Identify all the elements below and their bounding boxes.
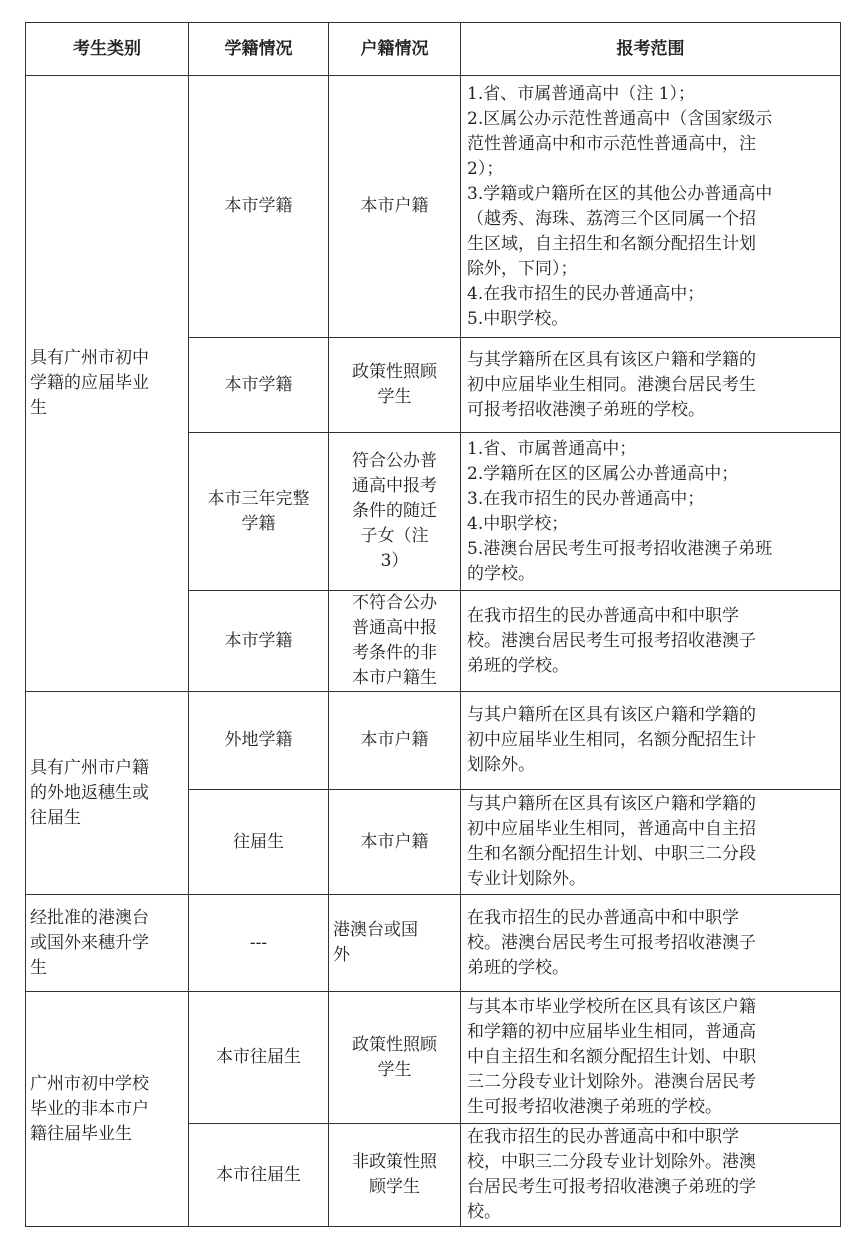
table-row xyxy=(26,895,841,992)
table-row xyxy=(26,76,841,338)
xueji-cell: 本市学籍 xyxy=(189,591,329,692)
huji-cell: 本市户籍 xyxy=(329,790,461,895)
category-cell: 广州市初中学校 毕业的非本市户 籍往届毕业生 xyxy=(26,992,189,1227)
huji-cell: 符合公办普 通高中报考 条件的随迁 子女（注 3） xyxy=(329,433,461,591)
scope-cell: 与其户籍所在区具有该区户籍和学籍的 初中应届毕业生相同，普通高中自主招 生和名额分配招生计划、中职三二分段 专业计划除外。 xyxy=(461,790,841,895)
category-cell: 经批准的港澳台 或国外来穗升学 生 xyxy=(26,895,189,992)
header-xueji: 学籍情况 xyxy=(189,23,329,76)
category-cell: 具有广州市户籍 的外地返穗生或 往届生 xyxy=(26,692,189,895)
table-row xyxy=(26,692,841,790)
scope-cell: 1.省、市属普通高中（注 1）； 2.区属公办示范性普通高中（含国家级示 范性普通高中和市示范性普通高中，注 2）； 3.学籍或户籍所在区的其他公办普通高中 （越秀、海珠、荔湾三个区同属一个招 生区域，自主招生和名额分配招生计划 除外，下同）； 4.在我市招生的民办普通高中； 5.中职学校。 xyxy=(461,76,841,338)
xueji-cell: 本市三年完整 学籍 xyxy=(189,433,329,591)
huji-cell: 政策性照顾 学生 xyxy=(329,338,461,433)
header-row xyxy=(26,23,841,76)
xueji-cell: --- xyxy=(189,895,329,992)
huji-cell: 不符合公办 普通高中报 考条件的非 本市户籍生 xyxy=(329,591,461,692)
category-cell: 具有广州市初中 学籍的应届毕业 生 xyxy=(26,76,189,692)
header-scope: 报考范围 xyxy=(461,23,841,76)
table-row xyxy=(26,992,841,1124)
admission-scope-table xyxy=(25,22,841,1227)
header-huji: 户籍情况 xyxy=(329,23,461,76)
xueji-cell: 往届生 xyxy=(189,790,329,895)
scope-cell: 在我市招生的民办普通高中和中职学 校，中职三二分段专业计划除外。港澳 台居民考生可报考招收港澳子弟班的学 校。 xyxy=(461,1124,841,1227)
scope-cell: 1.省、市属普通高中； 2.学籍所在区的区属公办普通高中； 3.在我市招生的民办普通高中； 4.中职学校； 5.港澳台居民考生可报考招收港澳子弟班 的学校。 xyxy=(461,433,841,591)
xueji-cell: 外地学籍 xyxy=(189,692,329,790)
huji-cell: 非政策性照 顾学生 xyxy=(329,1124,461,1227)
scope-cell: 在我市招生的民办普通高中和中职学 校。港澳台居民考生可报考招收港澳子 弟班的学校。 xyxy=(461,895,841,992)
huji-cell: 本市户籍 xyxy=(329,692,461,790)
huji-cell: 政策性照顾 学生 xyxy=(329,992,461,1124)
huji-cell: 港澳台或国 外 xyxy=(329,895,461,992)
xueji-cell: 本市往届生 xyxy=(189,992,329,1124)
scope-cell: 与其户籍所在区具有该区户籍和学籍的 初中应届毕业生相同，名额分配招生计 划除外。 xyxy=(461,692,841,790)
xueji-cell: 本市学籍 xyxy=(189,338,329,433)
scope-cell: 与其本市毕业学校所在区具有该区户籍 和学籍的初中应届毕业生相同，普通高 中自主招生和名额分配招生计划、中职 三二分段专业计划除外。港澳台居民考 生可报考招收港澳子弟班的学校。 xyxy=(461,992,841,1124)
xueji-cell: 本市往届生 xyxy=(189,1124,329,1227)
scope-cell: 在我市招生的民办普通高中和中职学 校。港澳台居民考生可报考招收港澳子 弟班的学校。 xyxy=(461,591,841,692)
xueji-cell: 本市学籍 xyxy=(189,76,329,338)
scope-cell: 与其学籍所在区具有该区户籍和学籍的 初中应届毕业生相同。港澳台居民考生 可报考招收港澳子弟班的学校。 xyxy=(461,338,841,433)
huji-cell: 本市户籍 xyxy=(329,76,461,338)
header-category: 考生类别 xyxy=(26,23,189,76)
